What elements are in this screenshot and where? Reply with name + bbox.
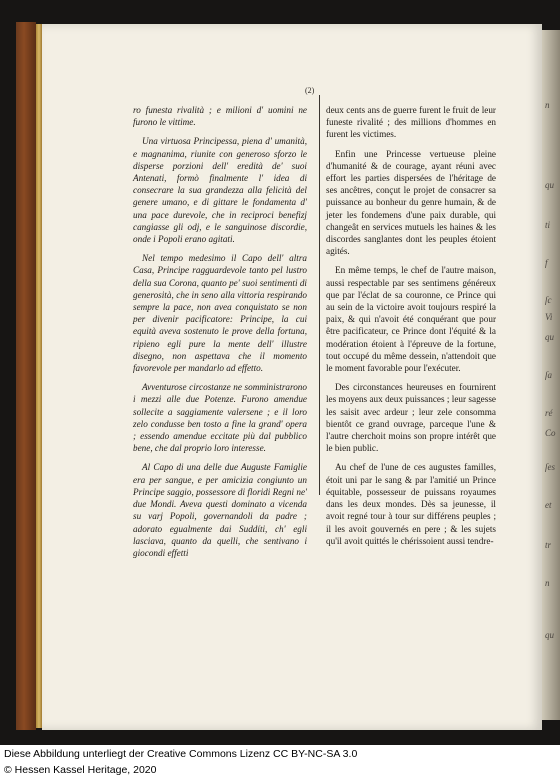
paragraph: Al Capo di una delle due Auguste Famiglie era per sangue, e per amicizia congiunto un Principe saggio, possessore di floridi Regni ne' due Mondi. Aveva questi dominato a vicenda su varj Popoli, governandoli da padre ; adorato egualmente dai Suddíti, ch' egli lasciava, quanto da quelli, che sentivano i giocondi effetti — [133, 462, 307, 558]
next-page-fragment: et — [545, 500, 552, 510]
paragraph: Au chef de l'une de ces augustes familles, étoit uni par le sang & par l'amitié un Prince équitable, possesseur de puissans royaumes dans les deux mondes. Dès sa jeunesse, il avoit regné tour à tour sur différens peuples ; il les avoit gouvernés en pere ; & les sujets qu'il avoit quittés le chérissoient aussi tendre- — [326, 462, 496, 546]
paragraph: Una virtuosa Principessa, piena d' umanità, e magnanima, riunite con generoso sforzo le disperse porzioni dell' eredità de' suoi Antenati, formò finalmente l' idea di consecrare la sua grandezza alla felicità del genere umano, e di gittare le fondamenta d' una pace durevole, che in reciproci benefizj cangiasse gli odj, e le sanguinose discordie, onde i Popoli erano agitati. — [133, 136, 307, 245]
next-page-fragment: n — [545, 100, 550, 110]
next-page-fragment: Co — [545, 428, 556, 438]
paragraph: Avventurose circostanze ne somministrarono i mezzi alle due Potenze. Furono amendue sollecite a saggiamente valersene ; e il loro zelo condusse ben tosto a fine la grand' opera ; essendo amendue eccitate più dal pubblico bene, che dal proprio loro interesse. — [133, 382, 307, 454]
next-page-fragment: ré — [545, 408, 553, 418]
next-page-fragment: ſa — [545, 370, 553, 380]
paragraph: Des circonstances heureuses en fournirent les moyens aux deux puissances ; leur sagesse les saisit avec ardeur ; leur zele consomma bientôt ce grand ouvrage, parceque l'une & l'autre cherchoit moins son propre intérêt que le bien public. — [326, 382, 496, 454]
french-text-column — [326, 104, 496, 554]
next-page-edge — [542, 30, 560, 720]
license-footer — [0, 746, 560, 779]
paragraph: En même temps, le chef de l'autre maison, aussi respectable par ses sentimens généreux que par l'éclat de sa couronne, ce Prince qui au sein de la victoire avoit toujours respiré la paix, & qui n'avoit été conquérant que pour être pacificateur, ce Prince dont l'équité & la modération étoient à l'épreuve de la fortune, tout occupé du même dessein, n'attendoit que le moment favorable pour l'exécuter. — [326, 265, 496, 374]
next-page-fragment: ſes — [545, 462, 555, 472]
next-page-fragment: ſc — [545, 295, 552, 305]
next-page-fragment: tr — [545, 540, 552, 550]
next-page-fragment: n — [545, 578, 550, 588]
column-divider — [319, 95, 320, 495]
next-page-fragment: qu — [545, 332, 554, 342]
page-number: (2) — [305, 86, 315, 95]
next-page-fragment: ti — [545, 220, 551, 230]
book-binding — [16, 22, 36, 730]
paragraph: deux cents ans de guerre furent le fruit de leur funeste rivalité ; des millions d'hommes en furent les victimes. — [326, 105, 496, 140]
license-text: Diese Abbildung unterliegt der Creative Commons Lizenz CC BY-NC-SA 3.0 — [4, 748, 358, 760]
next-page-fragment: f — [545, 258, 548, 268]
paragraph: ro funesta rivalità ; e milioni d' uomini ne furono le vittime. — [133, 105, 307, 128]
paragraph: Enfin une Princesse vertueuse pleine d'humanité & de courage, ayant réuni avec effort les parties dispersées de l'héritage de ses ancêtres, conçut le projet de consacrer sa puissance au bonheur du genre humain, & de jeter les fondemens d'une paix durable, qui changeât en services mutuels les haines & les discordes sanglantes dont les peuples étoient agités. — [326, 148, 496, 257]
next-page-fragment: qu — [545, 180, 554, 190]
next-page-fragment: qu — [545, 630, 554, 640]
next-page-fragment: Vi — [545, 312, 553, 322]
italian-text-column — [133, 104, 307, 566]
copyright-text: © Hessen Kassel Heritage, 2020 — [4, 764, 157, 776]
paragraph: Nel tempo medesimo il Capo dell' altra Casa, Principe ragguardevole tanto pel lustro della sua Corona, quanto pe' suoi sentimenti di generosità, che in seno alla vittoria respirando sempre la pace, non avea conquistato se non per divenir pacificatore: Principe, la cui equità aveva sostenuto le prove della fortuna, ripieno egli pure la mente dell' illustre disegno, non aspettava che il momento favorevole per mandarlo ad effetto. — [133, 253, 307, 374]
